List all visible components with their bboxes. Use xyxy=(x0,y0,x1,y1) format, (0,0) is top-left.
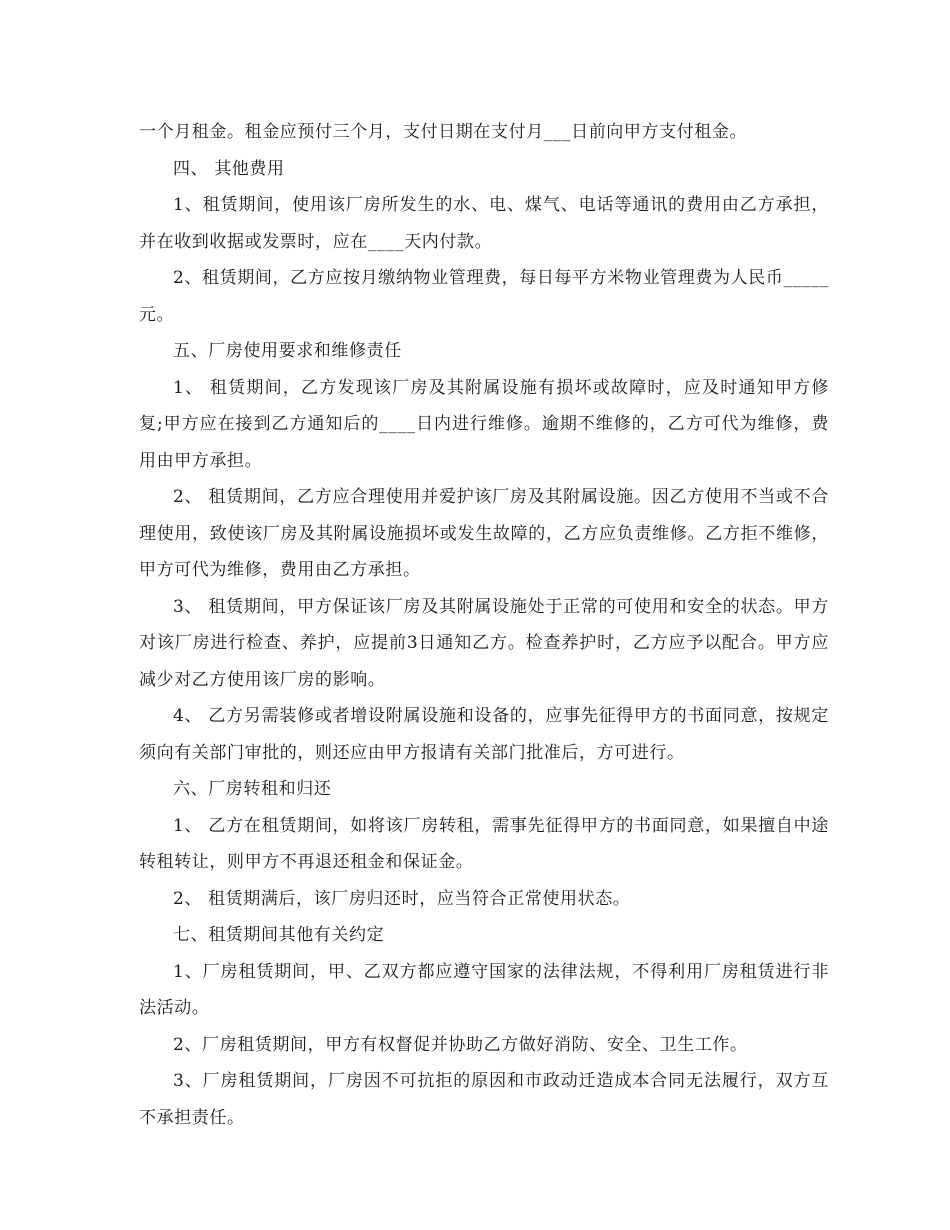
document-body xyxy=(139,114,829,1136)
paragraph-agreement-2: 2、厂房租赁期间，甲方有权督促并协助乙方做好消防、安全、卫生工作。 xyxy=(173,1034,748,1055)
section-heading-usage-maintenance: 五、厂房使用要求和维修责任 xyxy=(173,341,402,361)
paragraph-property-management-fee: 2、租赁期间，乙方应按月缴纳物业管理费，每日每平方米物业管理费为人民币_____元。 xyxy=(139,268,829,325)
paragraph-agreement-1: 1、厂房租赁期间，甲、乙双方都应遵守国家的法律法规，不得利用厂房租赁进行非法活动。 xyxy=(139,961,829,1018)
paragraph-utility-fees: 1、租赁期间，使用该厂房所发生的水、电、煤气、电话等通讯的费用由乙方承担，并在收到收据或发票时，应在____天内付款。 xyxy=(139,195,829,252)
section-heading-other-agreements: 七、租赁期间其他有关约定 xyxy=(173,925,385,945)
paragraph-maintenance-1: 1、 租赁期间，乙方发现该厂房及其附属设施有损坏或故障时，应及时通知甲方修复;甲方应在接到乙方通知后的____日内进行维修。逾期不维修的，乙方可代为维修，费用由甲方承担。 xyxy=(139,377,829,471)
paragraph-agreement-3: 3、厂房租赁期间，厂房因不可抗拒的原因和市政动迁造成本合同无法履行，双方互不承担责任。 xyxy=(139,1071,829,1128)
paragraph-rent-payment: 一个月租金。租金应预付三个月，支付日期在支付月___日前向甲方支付租金。 xyxy=(139,122,748,142)
paragraph-maintenance-4: 4、 乙方另需装修或者增设附属设施和设备的，应事先征得甲方的书面同意，按规定须向有关部门审批的，则还应由甲方报请有关部门批准后，方可进行。 xyxy=(139,706,829,763)
paragraph-maintenance-2: 2、 租赁期间，乙方应合理使用并爱护该厂房及其附属设施。因乙方使用不当或不合理使用，致使该厂房及其附属设施损坏或发生故障的，乙方应负责维修。乙方拒不维修，甲方可代为维修，费用由乙方承担。 xyxy=(139,487,829,580)
paragraph-sublease-2: 2、 租赁期满后，该厂房归还时，应当符合正常使用状态。 xyxy=(173,888,631,909)
paragraph-maintenance-3: 3、 租赁期间，甲方保证该厂房及其附属设施处于正常的可使用和安全的状态。甲方对该厂房进行检查、养护，应提前3日通知乙方。检查养护时，乙方应予以配合。甲方应减少对乙方使用该厂房的影响。 xyxy=(139,596,829,690)
section-heading-other-fees: 四、 其他费用 xyxy=(173,158,285,179)
section-heading-sublease-return: 六、厂房转租和归还 xyxy=(173,779,332,799)
paragraph-sublease-1: 1、 乙方在租赁期间，如将该厂房转租，需事先征得甲方的书面同意，如果擅自中途转租转让，则甲方不再退还租金和保证金。 xyxy=(139,815,829,872)
